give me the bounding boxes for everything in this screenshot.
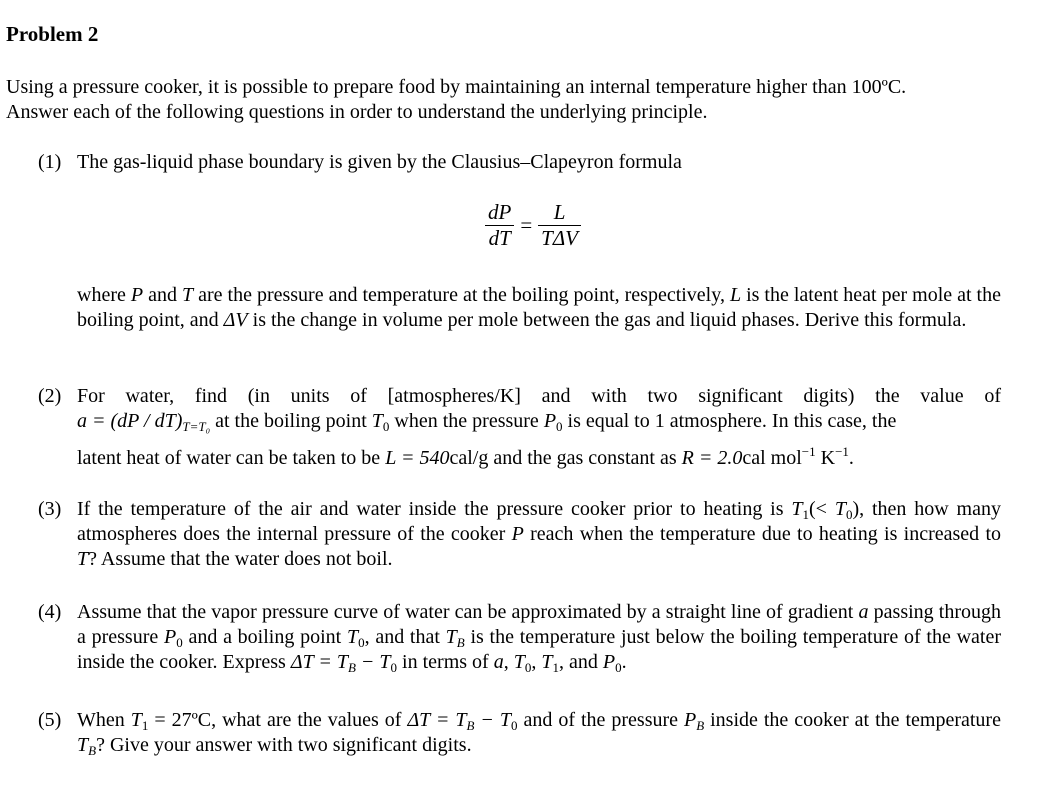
delta-t-expr: ΔT = T (290, 651, 348, 673)
q2-line-3 (77, 446, 1001, 471)
text: , (531, 651, 542, 673)
delta-t-expr: ΔT = T (407, 709, 467, 731)
text: cal/g and the gas constant as (449, 447, 682, 469)
symbol-t0: T (834, 498, 846, 520)
symbol-t: T (181, 284, 194, 306)
q2-number: (2) (38, 385, 62, 407)
q4-number: (4) (38, 601, 62, 623)
text: . (848, 447, 854, 469)
text: (< (809, 498, 835, 520)
sub-b: B (466, 718, 475, 733)
lhs-numerator: dP (485, 200, 514, 226)
text: is the change in volume per mole between the gas and liquid phases. Derive this formula. (247, 309, 967, 331)
sub-zero: 0 (615, 660, 622, 675)
sub-zero: 0 (390, 660, 398, 675)
symbol-pb: P (683, 709, 697, 731)
text: passing through a pressure (77, 601, 1002, 648)
symbol-p: P (130, 284, 144, 306)
sub-zero: 0 (511, 718, 518, 733)
sub-b: B (347, 660, 356, 675)
symbol-t1: T (130, 709, 142, 731)
sub-zero: 0 (845, 507, 853, 522)
symbol-p0: P (164, 626, 177, 648)
text: when the pressure (389, 410, 544, 432)
text: where (77, 284, 131, 306)
q2-line-1: For water, find (in units of [atmospheres/K] and with two significant digits) the value of (77, 385, 1001, 407)
text: is equal to 1 atmosphere. In this case, the (562, 410, 897, 432)
symbol-t1: T (541, 651, 553, 673)
text: and (143, 284, 182, 306)
sub-zero: 0 (524, 660, 532, 675)
rhs-denominator: TΔV (541, 226, 579, 250)
text: , then how many atmospheres does the internal pressure of the cooker (77, 498, 1001, 545)
symbol-a: a (858, 601, 869, 623)
symbol-p0: P (602, 651, 616, 673)
text: When (77, 709, 131, 731)
rhs-fraction (538, 200, 581, 251)
intro-paragraph (6, 75, 1006, 125)
q1-lead: The gas-liquid phase boundary is given by the Clausius–Clapeyron formula (77, 151, 682, 173)
text: , and (558, 651, 603, 673)
text: Assume that the vapor pressure curve of water can be approximated by a straight line of gradient (77, 601, 859, 623)
text: If the temperature of the air and water inside the pressure cooker prior to heating is (77, 498, 792, 520)
text: cal mol (742, 447, 802, 469)
sub-one: 1 (141, 718, 149, 733)
text: , (503, 651, 514, 673)
intro-line-1: Using a pressure cooker, it is possible to prepare food by maintaining an internal temperature higher than 100ºC. (6, 76, 907, 98)
symbol-t0: T (513, 651, 525, 673)
symbol-p: P (511, 523, 524, 545)
intro-line-2: Answer each of the following questions in order to understand the underlying principle. (6, 101, 708, 123)
text: inside the cooker at the temperature (704, 709, 1001, 731)
exponent: −1 (835, 444, 849, 459)
text: and of the pressure (517, 709, 684, 731)
text: is the temperature just below the boiling temperature of the water inside the cooker. Express (77, 626, 1001, 673)
sub-b: B (696, 718, 705, 733)
symbol-tb: T (445, 626, 457, 648)
sub-zero: 0 (382, 419, 390, 434)
gas-constant-expr: R = 2.0 (681, 447, 743, 469)
text: , and that (364, 626, 446, 648)
temperature-value: = 27 (148, 709, 192, 731)
q5-text (77, 708, 1001, 758)
text: and a boiling point (182, 626, 347, 648)
equals-sign: = (520, 213, 533, 237)
q3-text (77, 497, 1001, 572)
lhs-denominator: dT (488, 226, 511, 250)
symbol-t1: T (791, 498, 803, 520)
a-subscript: T=T₀ (182, 419, 211, 434)
text: ? Assume that the water does not boil. (88, 548, 393, 570)
sub-zero: 0 (556, 419, 563, 434)
symbol-tb: T (77, 734, 89, 756)
sub-b: B (456, 635, 465, 650)
minus-t: − T (474, 709, 512, 731)
sub-b: B (88, 743, 97, 758)
text: ? Give your answer with two significant digits. (96, 734, 472, 756)
a-expression: a = (dP / dT) (77, 410, 183, 432)
text: . (621, 651, 627, 673)
symbol-t0: T (346, 626, 359, 648)
exponent: −1 (801, 444, 816, 459)
symbol-a: a (493, 651, 504, 673)
text: reach when the temperature due to heating is increased to (523, 523, 1001, 545)
minus-t: − T (355, 651, 391, 673)
symbol-p0: P (543, 410, 557, 432)
clausius-clapeyron-formula (485, 200, 581, 251)
q1-number: (1) (38, 151, 62, 173)
text: in terms of (397, 651, 494, 673)
q1-explanation (77, 283, 1001, 333)
symbol-delta-v: ΔV (223, 309, 248, 331)
q2-line-2 (77, 409, 1001, 434)
text: are the pressure and temperature at the boiling point, respectively, (193, 284, 730, 306)
text: at the boiling point (210, 410, 372, 432)
symbol-l: L (729, 284, 742, 306)
latent-heat-expr: L = 540 (385, 447, 450, 469)
rhs-numerator: L (538, 200, 581, 226)
q3-number: (3) (38, 498, 62, 520)
text: latent heat of water can be taken to be (77, 447, 386, 469)
q5-number: (5) (38, 709, 62, 731)
sub-one: 1 (802, 507, 809, 522)
sub-zero: 0 (176, 635, 183, 650)
text: ) (852, 498, 860, 520)
sub-one: 1 (552, 660, 559, 675)
sub-zero: 0 (358, 635, 365, 650)
text: K (815, 447, 836, 469)
symbol-t0: T (371, 410, 383, 432)
text: is the latent heat per mole at the boiling point, and (77, 284, 1001, 331)
lhs-fraction (485, 200, 514, 251)
text: ºC, what are the values of (191, 709, 408, 731)
symbol-t: T (77, 548, 89, 570)
q4-text (77, 600, 1001, 675)
problem-title: Problem 2 (6, 22, 99, 46)
